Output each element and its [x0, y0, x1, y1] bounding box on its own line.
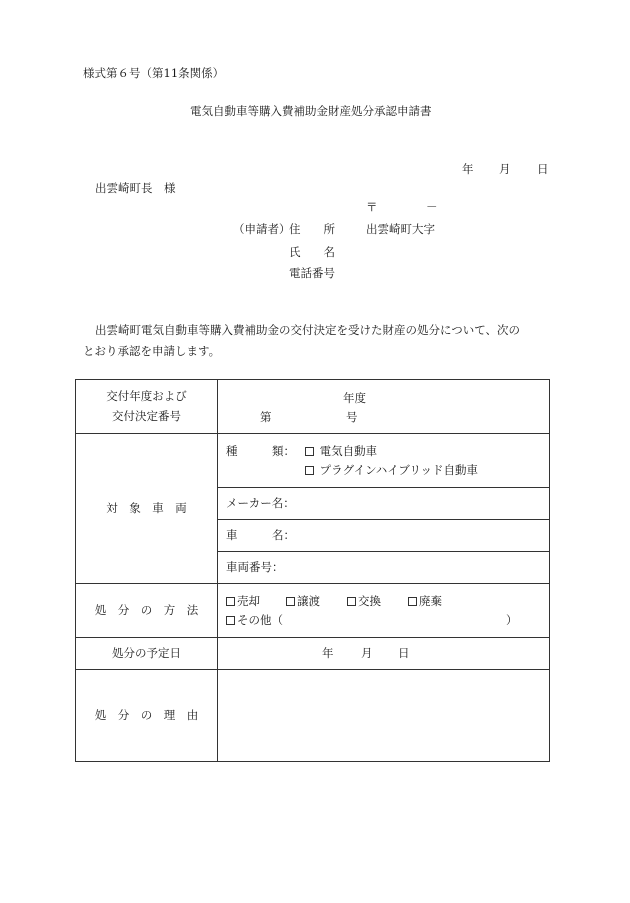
postal-mark: 〒 [366, 200, 378, 214]
checkbox-exchange[interactable] [347, 597, 356, 606]
vehicle-type-cell [218, 434, 550, 488]
grant-row [76, 380, 550, 434]
date-month: 月 [499, 162, 511, 176]
option-disposal-label: 廃棄 [419, 594, 442, 608]
checkbox-disposal[interactable] [408, 597, 417, 606]
name-label: 氏 名 [289, 245, 335, 259]
applicant-label: （申請者） [233, 222, 291, 236]
checkbox-phev[interactable] [305, 466, 314, 475]
method-option-transfer[interactable] [286, 596, 320, 608]
method-row [76, 584, 550, 638]
reason-value-cell[interactable] [218, 670, 550, 762]
body-text-line1: 出雲崎町電気自動車等購入費補助金の交付決定を受けた財産の処分について、次の [95, 323, 521, 337]
grant-value-cell[interactable] [218, 380, 550, 434]
method-label: 処 分 の 方 法 [94, 602, 199, 617]
address-label: 住 所 [289, 222, 335, 236]
plate-cell[interactable] [218, 552, 550, 584]
vehicle-type-row [76, 434, 550, 488]
method-option-exchange[interactable] [347, 596, 381, 608]
maker-cell[interactable] [218, 488, 550, 520]
option-other-label: その他（ [237, 613, 283, 627]
method-options-cell [218, 584, 550, 638]
vehicle-label-cell [76, 434, 218, 584]
model-label: 車 名： [226, 527, 295, 542]
vehicle-type-option-ev[interactable] [305, 446, 377, 458]
option-exchange-label: 交換 [358, 594, 381, 608]
reason-label-cell [76, 670, 218, 762]
date-day: 日 [537, 162, 549, 176]
grant-number-prefix: 第 [260, 410, 272, 424]
option-sale-label: 売却 [237, 594, 260, 608]
method-option-other[interactable] [226, 615, 283, 627]
method-option-sale[interactable] [226, 596, 260, 608]
vehicle-type-option-phev[interactable] [305, 465, 478, 477]
schedule-day: 日 [398, 646, 410, 660]
phone-label: 電話番号 [289, 266, 335, 280]
reason-row [76, 670, 550, 762]
maker-label: メーカー名： [226, 495, 295, 510]
grant-label-cell [76, 380, 218, 434]
grant-label-line2: 交付決定番号 [112, 408, 181, 423]
other-close-paren: ） [506, 613, 518, 627]
application-form-table [75, 379, 550, 762]
option-phev-label: プラグインハイブリッド自動車 [319, 463, 479, 477]
option-transfer-label: 譲渡 [297, 594, 320, 608]
postal-dash: － [426, 200, 438, 214]
schedule-year: 年 [322, 646, 334, 660]
addressee: 出雲崎町長 様 [95, 181, 176, 195]
grant-year-suffix: 年度 [343, 391, 366, 405]
checkbox-ev[interactable] [305, 447, 314, 456]
schedule-label: 処分の予定日 [112, 645, 181, 660]
vehicle-type-label: 種 類： [226, 444, 295, 458]
method-option-disposal[interactable] [408, 596, 442, 608]
schedule-label-cell [76, 638, 218, 670]
form-number: 様式第６号（第11条関係） [83, 66, 225, 80]
schedule-value-cell[interactable] [218, 638, 550, 670]
schedule-row [76, 638, 550, 670]
checkbox-sale[interactable] [226, 597, 235, 606]
plate-label: 車両番号： [226, 559, 284, 574]
checkbox-transfer[interactable] [286, 597, 295, 606]
schedule-month: 月 [361, 646, 373, 660]
method-label-cell [76, 584, 218, 638]
body-text-line2: とおり承認を申請します。 [83, 344, 221, 358]
model-cell[interactable] [218, 520, 550, 552]
document-title: 電気自動車等購入費補助金財産処分承認申請書 [190, 104, 432, 118]
reason-label: 処 分 の 理 由 [94, 707, 199, 722]
grant-label-line1: 交付年度および [106, 389, 187, 403]
grant-number-suffix: 号 [346, 410, 358, 424]
address-value: 出雲崎町大字 [366, 222, 435, 236]
checkbox-other[interactable] [226, 616, 235, 625]
date-year: 年 [462, 162, 474, 176]
option-ev-label: 電気自動車 [319, 444, 378, 458]
vehicle-label: 対 象 車 両 [106, 500, 187, 515]
